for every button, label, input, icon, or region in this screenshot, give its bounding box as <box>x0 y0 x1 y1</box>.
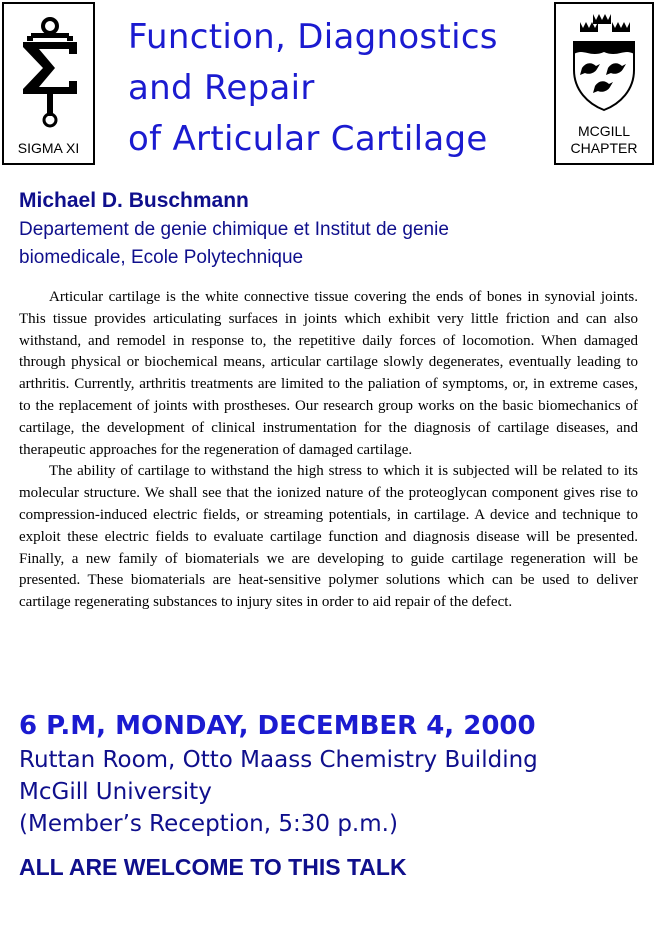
event-date-time: 6 P.M, MONDAY, DECEMBER 4, 2000 <box>19 711 536 741</box>
event-reception: (Member’s Reception, 5:30 p.m.) <box>19 811 398 837</box>
speaker-affiliation <box>19 216 579 272</box>
sigma-xi-logo <box>2 2 95 165</box>
mcgill-crest-icon <box>568 12 640 112</box>
sigma-xi-key-icon <box>17 16 83 128</box>
abstract <box>19 287 638 614</box>
title-line-1: Function, Diagnostics <box>128 17 498 57</box>
title-line-3: of Articular Cartilage <box>128 119 488 159</box>
affiliation-line-1: Departement de genie chimique et Institut de genie <box>19 219 449 240</box>
mcgill-chapter-logo <box>554 2 654 165</box>
event-institution: McGill University <box>19 779 212 805</box>
affiliation-line-2: biomedicale, Ecole Polytechnique <box>19 247 304 268</box>
mcgill-chapter-caption <box>556 123 652 157</box>
title-line-2: and Repair <box>128 68 315 108</box>
abstract-paragraph-2: The ability of cartilage to withstand the high stress to which it is subjected will be related to its molecular structure. We shall see that the ionized nature of the proteoglycan component gives rise to compression-induced electric fields, or streaming potentials, in cartilage. A device and technique to exploit these electric fields to evaluate cartilage function and diagnosis disease will be presented. Finally, a new family of biomaterials we are developing to guide cartilage regeneration will be presented. These biomaterials are heat-sensitive polymer solutions which can be used to deliver cartilage regenerating substances to injury sites in order to aid repair of the defect. <box>19 463 638 611</box>
mcgill-caption-line-1: MCGILL <box>577 123 631 139</box>
event-details <box>19 708 639 840</box>
speaker-name: Michael D. Buschmann <box>19 189 249 212</box>
sigma-xi-caption: SIGMA XI <box>17 140 80 156</box>
welcome-message: ALL ARE WELCOME TO THIS TALK <box>19 854 407 880</box>
event-location: Ruttan Room, Otto Maass Chemistry Building <box>19 747 538 773</box>
abstract-paragraph-1: Articular cartilage is the white connective tissue covering the ends of bones in synovial joints. This tissue provides articulating surfaces in joints which exhibit very little friction and can also withstand, and remodel in response to, the repetitive daily forces of locomotion. When damaged through physical or biochemical means, articular cartilage slowly degenerates, eventually leading to arthritis. Currently, arthritis treatments are limited to the paliation of symptoms, or, in extreme cases, to the replacement of joints with prostheses. Our research group works on the basic biomechanics of cartilage, the development of clinical instrumentation for the diagnosis of cartilage diseases, and therapeutic approaches for the regeneration of damaged cartilage. <box>19 289 638 458</box>
mcgill-caption-line-2: CHAPTER <box>570 140 638 156</box>
talk-title <box>128 12 548 165</box>
